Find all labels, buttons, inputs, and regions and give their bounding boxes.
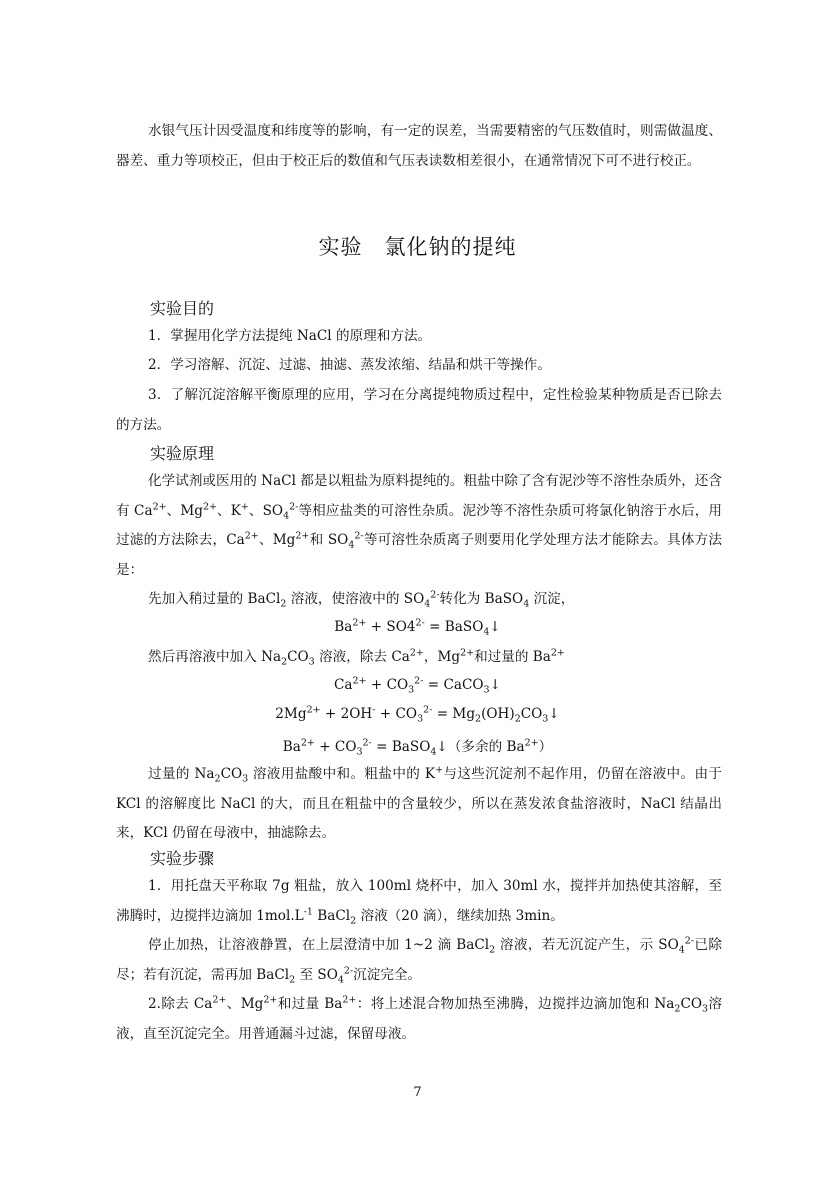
equation-3: $2Mg^{2+} + 2OH^- + CO_3^{2-}$ = $Mg_2(OH)_2CO_3↓$: [275, 704, 560, 725]
purpose-item-2: 2．学习溶解、沉淀、过滤、抽滤、蒸发浓缩、结晶和烘干等操作。: [148, 357, 551, 373]
purpose-item-3: 3．了解沉淀溶解平衡原理的应用，学习在分离提纯物质过程中，定性检验某种物质是否已除去的方法。: [116, 387, 722, 433]
purpose-item-1: 1．掌握用化学方法提纯 NaCl 的原理和方法。: [148, 328, 432, 344]
page-number: 7: [413, 1085, 422, 1100]
step-1-paragraph: 1．用托盘天平称取 7g 粗盐，放入 100ml 烧杯中，加入 30ml 水，搅拌并加热使其溶解，至沸腾时，边搅拌边滴加 $1mol.L^{-1}$ BaCl$_2$ 溶液（20 滴），继续加热 3min。: [116, 878, 722, 927]
equation-4: $Ba^{2+} + CO_3^{2-}$ = BaSO$_4$↓（多余的 $Ba^{2+}$）: [282, 737, 553, 758]
equation-1: $Ba^{2+} + SO4^{2-}$ = BaSO$_4$↓: [334, 617, 501, 638]
principle-paragraph-4: 过量的 $Na_2CO_3$ 溶液用盐酸中和。粗盐中的 K+与这些沉淀剂不起作用，仍留在溶液中。由于 KCl 的溶解度比 NaCl 的大，而且在粗盐中的含量较少，所以在蒸发浓食盐溶液时，NaCl 结晶出来，KCl 仍留在母液中，抽滤除去。: [116, 764, 723, 841]
step-1-continued: 停止加热，让溶液静置，在上层澄清中加 1~2 滴 BaCl$_2$ 溶液，若无沉淀产生，示 $SO_4^{2-}$已除尽；若有沉淀，需再加 BaCl$_2$ 至 $SO_4^{2-}$沉淀完全。: [116, 935, 722, 986]
principle-paragraph-1: 化学试剂或医用的 NaCl 都是以粗盐为原料提纯的。粗盐中除了含有泥沙等不溶性杂质外，还含有 $Ca^{2+}$、$Mg^{2+}$、K+、$SO_4^{2-}$等相应盐类的可溶性杂质。泥沙等不溶性杂质可将氯化钠溶于水后，用过滤的方法除去，$Ca^{2+}$、$Mg^{2+}$和 $SO_4^{2-}$等可溶性杂质离子则要用化学处理方法才能除去。具体方法是：: [116, 473, 723, 578]
intro-paragraph: 水银气压计因受温度和纬度等的影响，有一定的误差，当需要精密的气压数值时，则需做温度、器差、重力等项校正，但由于校正后的数值和气压表读数相差很小，在通常情况下可不进行校正。: [116, 123, 722, 169]
heading-steps: 实验步骤: [150, 849, 215, 868]
equation-2: $Ca^{2+} + CO_3^{2-}$ = CaCO$_3$↓: [334, 675, 501, 696]
step-2-paragraph: 2.除去 $Ca^{2+}$、$Mg^{2+}$和过量 $Ba^{2+}$：将上述混合物加热至沸腾，边搅拌边滴加饱和 $Na_2CO_3$溶液，直至沉淀完全。用普通漏斗过滤，保留母液。: [116, 994, 722, 1042]
heading-purpose: 实验目的: [150, 299, 215, 318]
page-title: 实验 氯化钠的提纯: [318, 235, 517, 259]
principle-paragraph-2: 先加入稍过量的 BaCl$_2$ 溶液，使溶液中的 $SO_4^{2-}$转化为 BaSO$_4$ 沉淀，: [148, 589, 575, 610]
principle-paragraph-3: 然后再溶液中加入 $Na_2CO_3$ 溶液，除去 $Ca^{2+}$，$Mg^{2+}$和过量的 $Ba^{2+}$: [148, 647, 565, 668]
heading-principle: 实验原理: [150, 444, 215, 463]
